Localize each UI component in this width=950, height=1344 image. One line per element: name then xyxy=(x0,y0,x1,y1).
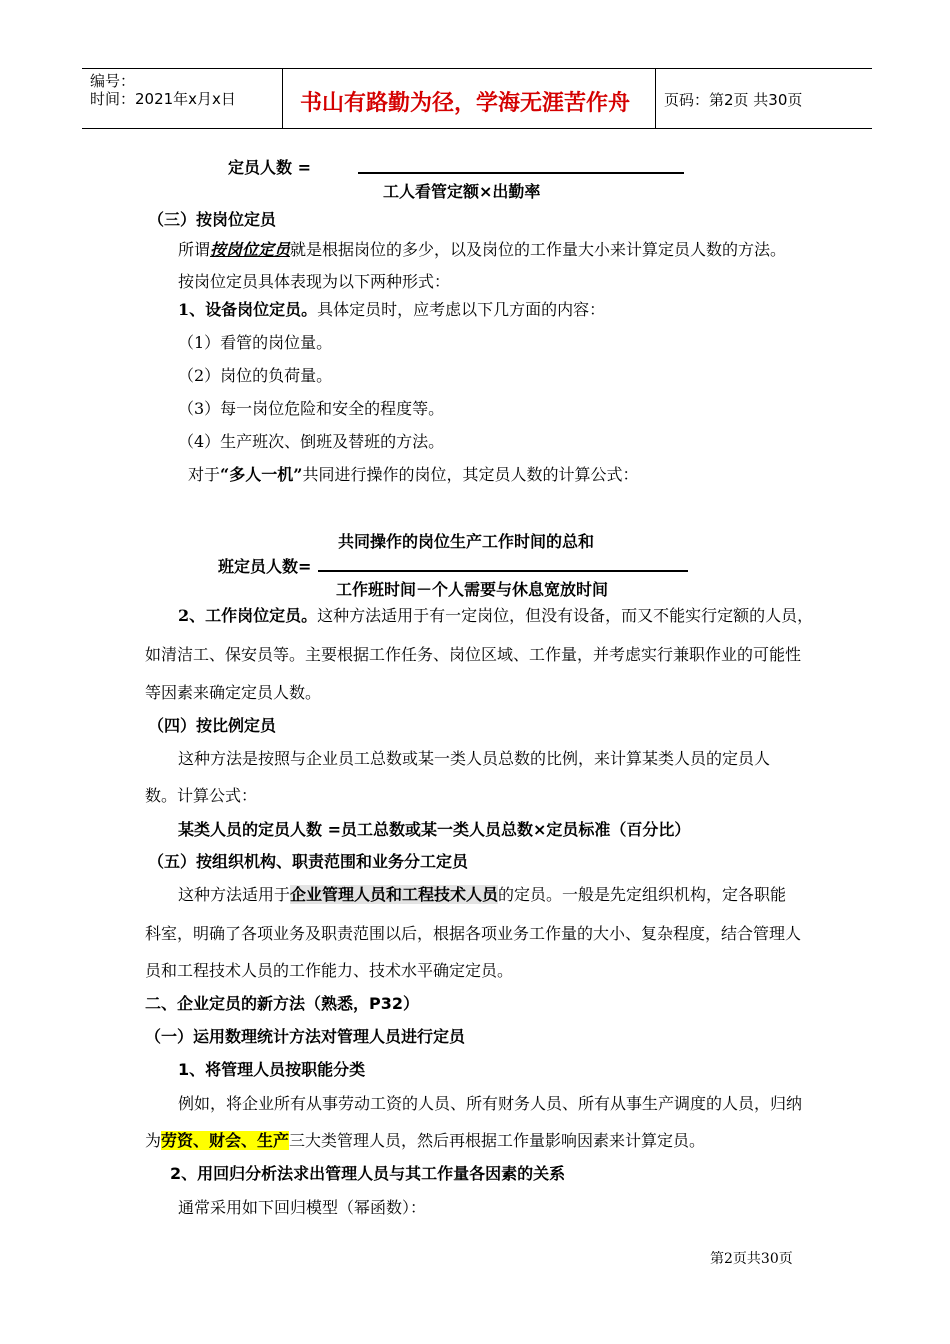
section3-forms: 按岗位定员具体表现为以下两种形式： xyxy=(178,272,451,291)
section5-line2: 科室，明确了各项业务及职责范围以后，根据各项业务工作量的大小、复杂程度，结合管理人 xyxy=(145,924,802,943)
part2-sub1: （一）运用数理统计方法对管理人员进行定员 xyxy=(145,1027,466,1046)
part2-model: 通常采用如下回归模型（幂函数）： xyxy=(178,1198,427,1217)
header-top-rule xyxy=(82,68,872,69)
part2-title: 二、企业定员的新方法（熟悉，P32） xyxy=(145,994,419,1013)
part2-example-line1: 例如，将企业所有从事劳动工资的人员、所有财务人员、所有从事生产调度的人员，归纳 xyxy=(178,1094,803,1113)
formula2-denominator: 工作班时间－个人需要与休息宽放时间 xyxy=(336,580,609,599)
part2-example-line2: 为劳资、财会、生产三大类管理人员，然后再根据工作量影响因素来计算定员。 xyxy=(145,1131,706,1150)
section5-line1: 这种方法适用于企业管理人员和工程技术人员的定员。一般是先定组织机构，定各职能 xyxy=(178,885,787,904)
header-page-label: 页码：第2页 共30页 xyxy=(664,91,803,109)
fraction-bar xyxy=(358,172,684,174)
item2-line2: 如清洁工、保安员等。主要根据工作任务、岗位区域、工作量，并考虑实行兼职作业的可能性 xyxy=(145,645,802,664)
list-item: （4）生产班次、倒班及替班的方法。 xyxy=(178,432,445,451)
section5-title: （五）按组织机构、职责范围和业务分工定员 xyxy=(148,852,469,871)
header-date-label: 时间：2021年x月x日 xyxy=(90,90,236,108)
part2-step1: 1、将管理人员按职能分类 xyxy=(178,1060,366,1079)
section3-item1: 1、设备岗位定员。具体定员时，应考虑以下几方面的内容： xyxy=(178,300,606,319)
header-divider xyxy=(282,68,283,128)
section4-line1: 这种方法是按照与企业员工总数或某一类人员总数的比例，来计算某类人员的定员人 xyxy=(178,749,771,768)
header-motto: 书山有路勤为径，学海无涯苦作舟 xyxy=(300,91,631,116)
section4-title: （四）按比例定员 xyxy=(148,716,277,735)
section3-multi: 对于“多人一机”共同进行操作的岗位，其定员人数的计算公式： xyxy=(188,465,639,484)
section3-title: （三）按岗位定员 xyxy=(148,210,277,229)
header-bottom-rule xyxy=(82,128,872,129)
section5-line3: 员和工程技术人员的工作能力、技术水平确定定员。 xyxy=(145,961,514,980)
header-number-label: 编号： xyxy=(90,72,136,90)
formula1-left: 定员人数 = xyxy=(228,158,311,177)
list-item: （3）每一岗位危险和安全的程度等。 xyxy=(178,399,445,418)
item2-line1: 2、工作岗位定员。这种方法适用于有一定岗位，但没有设备，而又不能实行定额的人员， xyxy=(178,606,814,625)
footer-page-number: 第2页共30页 xyxy=(710,1251,793,1267)
fraction-bar xyxy=(318,570,688,572)
header-divider xyxy=(655,68,656,128)
section4-formula: 某类人员的定员人数 =员工总数或某一类人员总数×定员标准（百分比） xyxy=(178,820,691,839)
item2-line3: 等因素来确定定员人数。 xyxy=(145,683,322,702)
section3-intro: 所谓按岗位定员就是根据岗位的多少，以及岗位的工作量大小来计算定员人数的方法。 xyxy=(178,240,787,259)
section4-line2: 数。计算公式： xyxy=(145,786,258,805)
list-item: （2）岗位的负荷量。 xyxy=(178,366,333,385)
part2-step2: 2、用回归分析法求出管理人员与其工作量各因素的关系 xyxy=(170,1164,566,1183)
formula1-denominator: 工人看管定额×出勤率 xyxy=(383,182,541,201)
formula2-numerator: 共同操作的岗位生产工作时间的总和 xyxy=(338,532,595,551)
list-item: （1）看管的岗位量。 xyxy=(178,333,333,352)
formula2-left: 班定员人数= xyxy=(218,557,312,576)
